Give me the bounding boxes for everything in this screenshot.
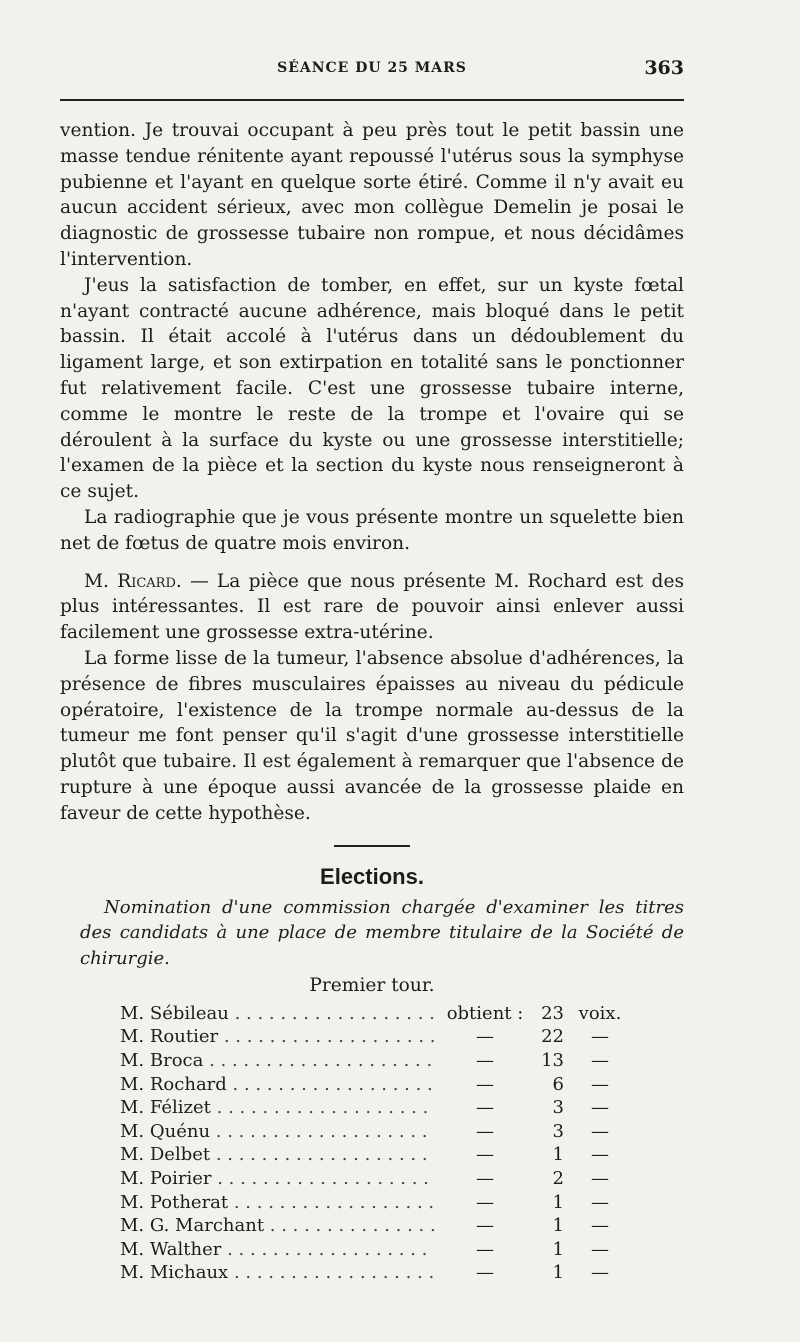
vote-row <box>60 1260 684 1284</box>
vote-count: 6 <box>552 1073 564 1095</box>
paragraph: La forme lisse de la tumeur, l'absence absolue d'adhérences, la présence de fibres musculaires épaisses au niveau du pédicule opératoire, l'existence de la trompe normale au-dessus de la tumeur me font penser qu'il s'agit d'une grossesse interstitielle plutôt que tubaire. Il est également à remarquer que l'absence de rupture à une époque aussi avancée de la grossesse plaide en faveur de cette hypothèse. <box>60 647 684 824</box>
ditto-mark: — <box>591 1073 609 1095</box>
header-rule <box>60 99 684 101</box>
ditto-mark: — <box>591 1191 609 1213</box>
ditto-mark: — <box>591 1097 609 1119</box>
candidate-name: M. Michaux . . . <box>120 1260 495 1286</box>
ditto-mark: — <box>591 1120 609 1142</box>
ditto-mark: — <box>435 1260 535 1286</box>
vote-count: 22 <box>541 1026 564 1048</box>
candidate-name: M. Broca . . . <box>120 1048 495 1074</box>
ditto-mark: — <box>435 1119 535 1145</box>
vote-count: 1 <box>552 1191 564 1213</box>
vote-unit: voix. <box>578 1002 622 1024</box>
candidate-name: M. G. Marchant . . . <box>120 1213 495 1239</box>
running-head: SÉANCE DU 25 MARS <box>277 60 467 76</box>
ditto-mark: — <box>591 1262 609 1284</box>
ditto-mark: — <box>435 1048 535 1074</box>
vote-count: 1 <box>552 1144 564 1166</box>
section-title: Elections. <box>320 863 424 889</box>
nomination-text: Nomination d'une commission chargée d'examiner les titres des candidats à une place de membre titulaire de la Société de chirurgie. <box>80 896 684 969</box>
vote-count: 3 <box>552 1097 564 1119</box>
vote-list <box>60 1001 684 1284</box>
ricard-paragraph <box>60 569 684 646</box>
ditto-mark: — <box>435 1072 535 1098</box>
candidate-name: M. Routier . . . <box>120 1024 495 1050</box>
vote-count: 2 <box>552 1167 564 1189</box>
vote-row <box>60 1095 684 1119</box>
ditto-mark: — <box>435 1095 535 1121</box>
ditto-mark: — <box>591 1026 609 1048</box>
vote-row <box>60 1119 684 1143</box>
candidate-name: M. Potherat . . . <box>120 1190 495 1216</box>
paragraph: J'eus la satisfaction de tomber, en effet, sur un kyste fœtal n'ayant contracté aucune adhérence, mais bloqué dans le petit bassin. Il était accolé à l'utérus dans un dédoublement du ligament large, et son extirpation en totalité sans le ponctionner fut relativement facile. C'est une grossesse tubaire interne, comme le montre le reste de la trompe et l'ovaire qui se déroulent à la surface du kyste ou une grossesse interstitielle; l'examen de la pièce et la section du kyste nous renseigneront à ce sujet. <box>60 274 684 503</box>
ditto-mark: — <box>591 1238 609 1260</box>
paragraph: La radiographie que je vous présente montre un squelette bien net de fœtus de quatre mois environ. <box>60 506 684 554</box>
ditto-mark: — <box>591 1215 609 1237</box>
vote-row <box>60 1048 684 1072</box>
ditto-mark: — <box>435 1166 535 1192</box>
speaker-name: M. Ricard. <box>84 570 182 592</box>
ditto-mark: — <box>435 1213 535 1239</box>
vote-row <box>60 1072 684 1096</box>
body-text <box>60 118 684 1284</box>
vote-count: 1 <box>552 1215 564 1237</box>
vote-row <box>60 1001 684 1025</box>
vote-count: 1 <box>552 1262 564 1284</box>
ditto-mark: — <box>435 1190 535 1216</box>
vote-count: 3 <box>552 1120 564 1142</box>
ditto-mark: — <box>591 1050 609 1071</box>
ditto-mark: — <box>435 1142 535 1168</box>
page-number: 363 <box>644 57 684 79</box>
vote-row <box>60 1142 684 1166</box>
candidate-name: M. Walther . . . <box>120 1237 495 1263</box>
ditto-mark: — <box>591 1167 609 1189</box>
candidate-name: M. Poirier . . . <box>120 1166 495 1192</box>
vote-row <box>60 1166 684 1190</box>
vote-row <box>60 1190 684 1214</box>
obtient-label: obtient : <box>435 1001 535 1027</box>
ditto-mark: — <box>435 1237 535 1263</box>
candidate-name: M. Quénu . . . <box>120 1119 495 1145</box>
ricard-text: — La pièce que nous présente M. Rochard est des plus intéressantes. Il est rare de pouvoir ainsi enlever aussi facilement une grossesse extra-utérine. <box>60 570 684 644</box>
candidate-name: M. Félizet . . . <box>120 1095 495 1121</box>
tour-label: Premier tour. <box>309 975 435 997</box>
section-rule <box>334 845 410 847</box>
vote-row <box>60 1213 684 1237</box>
vote-count: 13 <box>541 1050 564 1071</box>
candidate-name: M. Rochard . . . <box>120 1072 495 1098</box>
paragraph: vention. Je trouvai occupant à peu près tout le petit bassin une masse tendue rénitente ayant repoussé l'utérus sous la symphyse pubienne et l'ayant en quelque sorte étiré. Comme il n'y avait eu aucun accident sérieux, avec mon collègue Demelin je posai le diagnostic de grossesse tubaire non rompue, et nous décidâmes l'intervention. <box>60 120 684 270</box>
candidate-name: M. Sébileau . . . <box>120 1001 495 1027</box>
vote-count: 23 <box>541 1002 564 1024</box>
vote-count: 1 <box>552 1238 564 1260</box>
ditto-mark: — <box>435 1024 535 1050</box>
candidate-name: M. Delbet . . . <box>120 1142 495 1168</box>
page-header <box>60 57 684 90</box>
ditto-mark: — <box>591 1144 609 1166</box>
vote-row <box>60 1237 684 1261</box>
vote-row <box>60 1024 684 1048</box>
